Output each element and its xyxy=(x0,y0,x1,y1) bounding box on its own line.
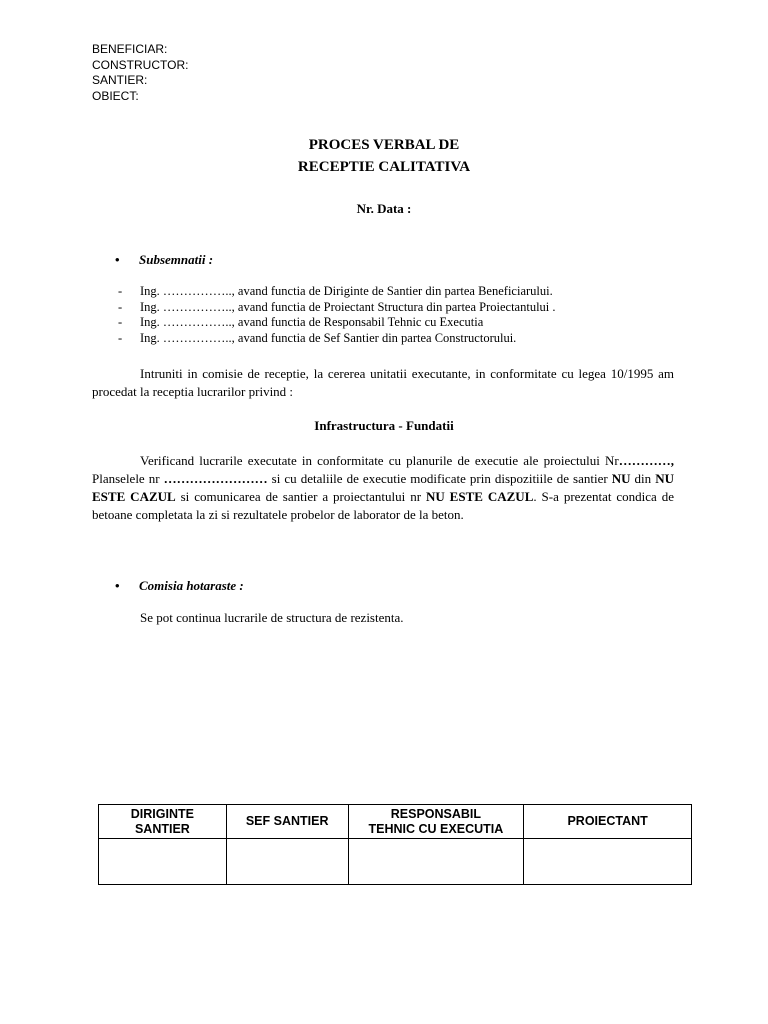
intro-paragraph: Intruniti in comisie de receptie, la cererea unitatii executante, in conformitate cu legea 10/1995 am procedat la receptia lucrarilor privind : xyxy=(92,366,674,399)
beneficiar-label: BENEFICIAR: xyxy=(92,42,168,56)
participant-text: Ing. …………….., avand functia de Diriginte de Santier din partea Beneficiarului. xyxy=(140,284,553,298)
section-title: Infrastructura - Fundatii xyxy=(314,418,454,433)
signature-row xyxy=(99,839,692,885)
signature-cell-proiectant xyxy=(524,839,692,885)
document-title xyxy=(0,134,768,178)
comisia-label: Comisia hotaraste : xyxy=(139,578,244,593)
bullet-icon: • xyxy=(115,578,120,593)
header-proiectant: PROIECTANT xyxy=(524,805,692,839)
subsemnatii-label: Subsemnatii : xyxy=(139,252,214,267)
santier-label: SANTIER: xyxy=(92,73,148,87)
participant-text: Ing. …………….., avand functia de Proiectant Structura din partea Proiectantului . xyxy=(140,299,556,314)
bullet-icon: • xyxy=(115,252,120,267)
header-sef-santier: SEF SANTIER xyxy=(226,805,348,839)
document-header xyxy=(92,42,188,104)
title-line-1: PROCES VERBAL DE xyxy=(308,137,460,153)
signature-header-row xyxy=(99,805,692,839)
signature-cell-sef-santier xyxy=(226,839,348,885)
signature-cell-responsabil xyxy=(348,839,524,885)
obiect-label: OBIECT: xyxy=(92,88,139,103)
participant-text: Ing. …………….., avand functia de Responsabil Tehnic cu Executia xyxy=(140,315,484,329)
title-line-2: RECEPTIE CALITATIVA xyxy=(297,159,471,175)
verification-paragraph: Verificand lucrarile executate in conformitate cu planurile de executie ale proiectului Nr…………, Planselele nr …………………… si cu detaliile de executie modificate prin dispozitiile de santier NU din NU ESTE CAZUL si comunicarea de santier a proiectantului nr NU ESTE CAZUL. S-a prezentat condica de betoane completata la zi si rezultatele probelor de laborator de la beton. xyxy=(92,453,675,522)
header-responsabil-tehnic: RESPONSABIL TEHNIC CU EXECUTIA xyxy=(348,805,524,839)
header-diriginte-santier: DIRIGINTE SANTIER xyxy=(99,805,227,839)
signature-table xyxy=(98,804,692,885)
constructor-label: CONSTRUCTOR: xyxy=(92,57,189,72)
signature-cell-diriginte xyxy=(99,839,227,885)
participant-text: Ing. …………….., avand functia de Sef Santier din partea Constructorului. xyxy=(140,330,517,345)
conclusion-text: Se pot continua lucrarile de structura de rezistenta. xyxy=(140,610,404,625)
nr-data-label: Nr. Data : xyxy=(356,201,412,216)
